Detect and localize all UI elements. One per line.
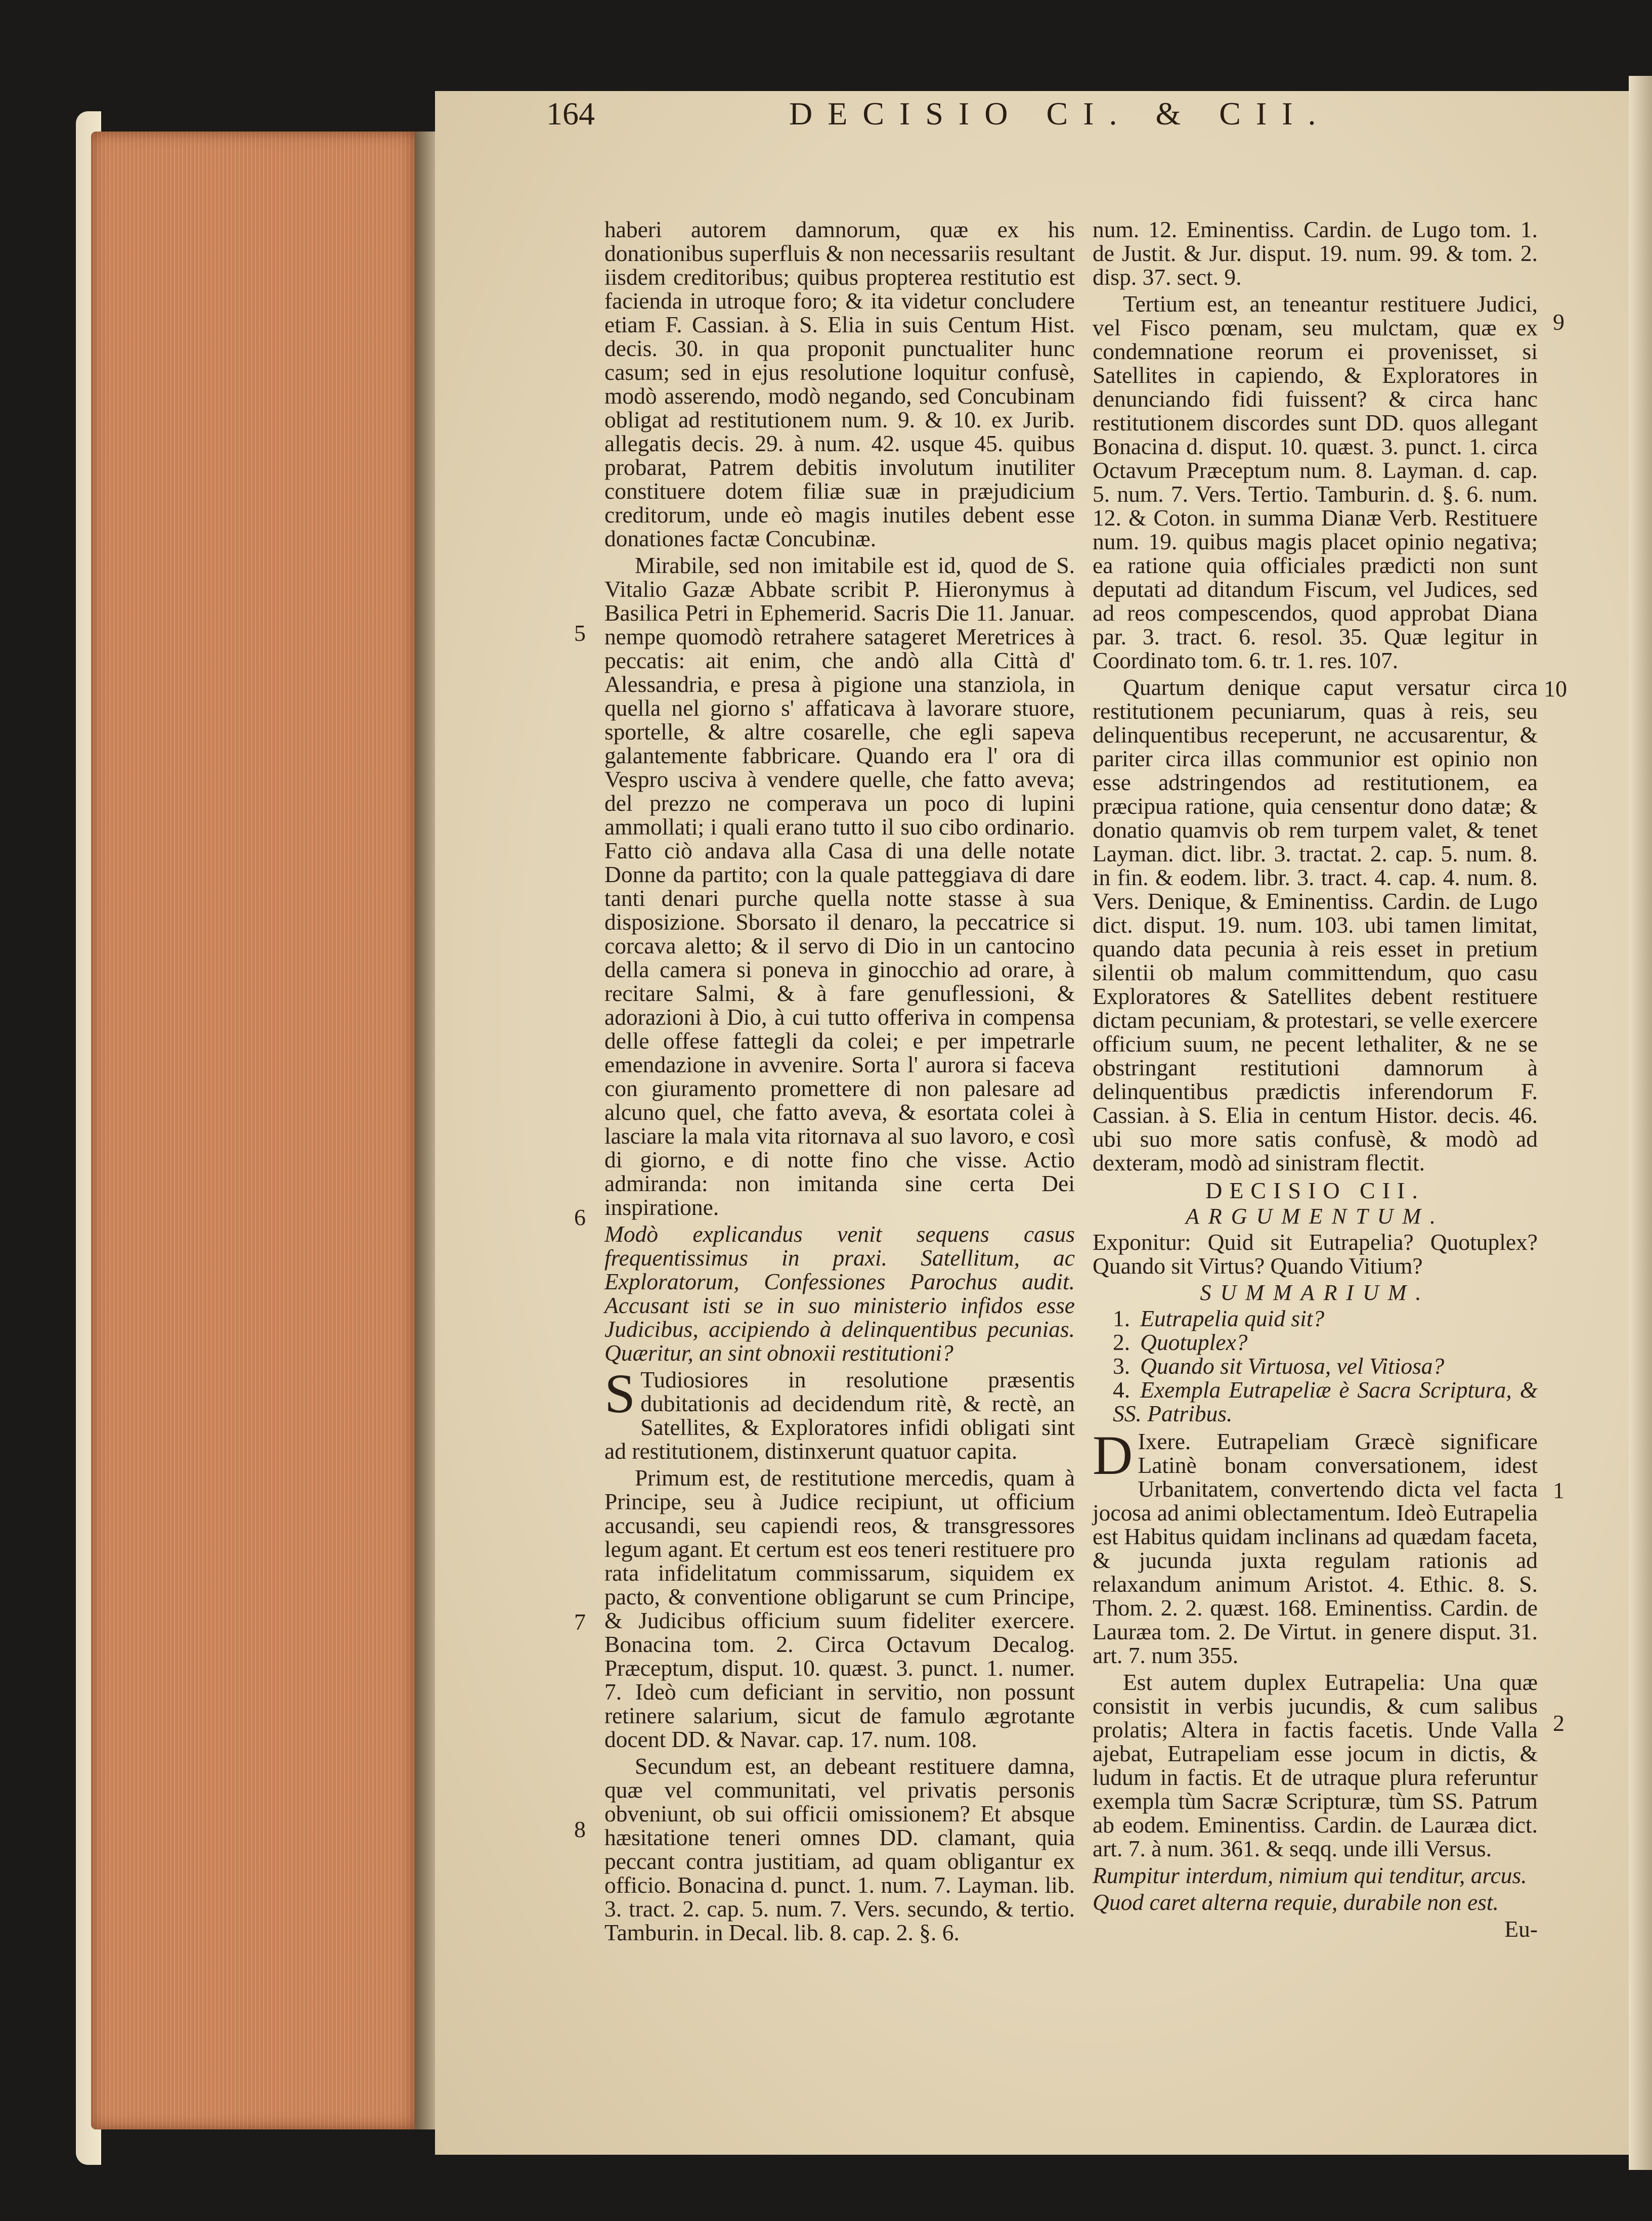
- paragraph: Quartum denique caput versatur circa restitutionem pecuniarum, quas à reis, seu delinquentibus receperunt, ne accusarentur, & pariter circa illas communior est opinio non esse adstringendos ad restitutionem, ea præcipua ratione, quia censentur dono datæ; & donatio quamvis ob rem turpem valet, & tenet Layman. dict. libr. 3. tractat. 2. cap. 5. num. 8. in fin. & eodem. libr. 3. tract. 4. cap. 4. num. 8. Vers. Denique, & Eminentiss. Cardin. de Lugo dict. disput. 19. num. 103. ubi tamen limitat, quando data pecunia à reis esset in pretium silentii ob malum committendum, quo casu Exploratores & Satellites debent restituere dictam pecuniam, & protestari, se velle exercere officium suum, ne pecent lethaliter, & ne se obstringant restitutioni damnorum à delinquentibus prædictis inferendorum F. Cassian. à S. Elia in centum Histor. decis. 46. ubi suo more satis confusè, & modò ad dexteram, modò ad sinistram flectit.: [1093, 674, 1538, 1175]
- margin-number: 6: [574, 1204, 586, 1230]
- margin-number: 8: [574, 1816, 586, 1842]
- paragraph: Tertium est, an teneantur restituere Judici, vel Fisco pœnam, seu mulctam, quæ ex condemnatione reorum ei provenisset, si Satellites in capiendo, & Exploratores in denunciando fidi fuissent? & circa hanc restitutionem discordes sunt DD. quos allegant Bonacina d. disput. 10. quæst. 3. punct. 1. circa Octavum Præceptum num. 8. Layman. d. cap. 5. num. 7. Vers. Tertio. Tamburin. d. §. 6. num. 12. & Coton. in summa Dianæ Verb. Restituere num. 19. quibus magis placet opinio negativa; ea ratione quia officiales prædicti non sunt deputati ad ditandum Fiscum, vel Judices, sed ad reos compescendos, quod approbat Diana par. 3. tract. 6. resol. 35. Quæ legitur in Coordinato tom. 6. tr. 1. res. 107.: [1093, 291, 1538, 673]
- facing-page-edge: [1629, 76, 1652, 2170]
- left-text-column: [604, 217, 1075, 1947]
- page-number: 164: [546, 96, 595, 132]
- margin-number: 7: [574, 1609, 586, 1635]
- book-gutter: [415, 132, 435, 2129]
- list-item: 3. Quando sit Virtuosa, vel Vitiosa?: [1113, 1353, 1445, 1379]
- margin-number: 9: [1553, 309, 1564, 335]
- page-block-edge: [91, 132, 415, 2129]
- margin-number: 2: [1553, 1710, 1564, 1736]
- argumentum-heading: ARGUMENTUM.: [1185, 1204, 1445, 1229]
- right-text-column: [1093, 217, 1538, 1944]
- margin-number: 10: [1544, 676, 1567, 702]
- argumentum-text: Exponitur: Quid sit Eutrapelia? Quotuplex? Quando sit Virtus? Quando Vitium?: [1093, 1229, 1538, 1279]
- page-title: DECISIO CI. & CII.: [789, 96, 1331, 132]
- paragraph: Mirabile, sed non imitabile est id, quod de S. Vitalio Gazæ Abbate scribit P. Hieronymus à Basilica Petri in Ephemerid. Sacris Die 11. Januar. nempe quomodò retrahere satageret Meretrices à peccatis: ait enim, che andò alla Città d' Alessandria, e presa à pigione una stanziola, in quella nel giorno s' affaticava à lavorare stuore, sportelle, & altre cosarelle, che egli sapeva galantemente fabbricare. Quando era l' ora di Vespro usciva à vendere quelle, che fatto aveva; del prezzo ne comperava un poco di lupini ammollati; i quali erano tutto il suo cibo ordinario. Fatto ciò andava alla Casa di una delle notate Donne da partito; con la quale patteggiava di dare tanti denari purche quella notte stasse à sua disposizione. Sborsato il denaro, la peccatrice si corcava aletto; & il servo di Dio in un cantocino della camera si poneva in ginocchio ad orare, à recitare Salmi, & à fare genuflessioni, & adorazioni à Dio, à cui tutto offeriva in compensa delle offese fattegli da colei; e per impetrarle emendazione in avvenire. Sorta l' aurora si faceva con giuramento promettere di non palesare ad alcuno quel, che fatto aveva, & esortata colei à lasciare la mala vita ritornava al suo lavoro, e così di giorno, e di notte fino che visse. Actio admiranda: non imitanda sine certa Dei inspiratione.: [604, 552, 1075, 1220]
- running-header: [546, 95, 1533, 141]
- verse-line: Quod caret alterna requie, durabile non est.: [1093, 1889, 1499, 1915]
- paragraph: Secundum est, an debeant restituere damna, quæ vel communitati, vel privatis personis obveniunt, ob sui officii omissionem? Et absque hæsitatione teneri omnes DD. clamant, quia peccant contra justitiam, ad quam obligantur ex officio. Bonacina d. punct. 1. num. 7. Layman. lib. 3. tract. 2. cap. 5. num. 7. Vers. secundo, & tertio. Tamburin. in Decal. lib. 8. cap. 2. §. 6.: [604, 1753, 1075, 1945]
- catchword: Eu-: [1504, 1916, 1538, 1942]
- paragraph: D Ixere. Eutrapeliam Græcè significare Latinè bonam conversationem, idest Urbanitatem, convertendo dicta vel facta jocosa ad animi oblectamentum. Ideò Eutrapelia est Habitus quidam inclinans ad quædam faceta, & jucunda juxta regulam rationis ad relaxandum animum Aristot. 4. Ethic. 8. S. Thom. 2. 2. quæst. 168. Eminentiss. Cardin. de Lauræa tom. 2. De Virtut. in genere disput. 31. art. 7. num 355.: [1093, 1424, 1538, 1668]
- paragraph: num. 12. Eminentiss. Cardin. de Lugo tom. 1. de Justit. & Jur. disput. 19. num. 99. & tom. 2. disp. 37. sect. 9.: [1093, 216, 1538, 290]
- verse-line: Rumpitur interdum, nimium qui tenditur, arcus.: [1093, 1862, 1527, 1888]
- paragraph: Primum est, de restitutione mercedis, quam à Principe, seu à Judice recipiunt, ut officium accusandi, seu capiendi reos, & transgressores legum agant. Et certum est eos teneri restituere pro rata infidelitatum commissarum, siquidem ex pacto, & conventione obligarunt se cum Principe, & Judicibus officium suum fideliter exercere. Bonacina tom. 2. Circa Octavum Decalog. Præceptum, disput. 10. quæst. 3. punct. 1. numer. 7. Ideò cum deficiant in servitio, non possunt retinere salarium, sicut de famulo ægrotante docent DD. & Navar. cap. 17. num. 108.: [604, 1465, 1075, 1752]
- section-heading: DECISIO CII.: [1205, 1178, 1425, 1203]
- summarium-heading: SUMMARIUM.: [1200, 1280, 1430, 1305]
- margin-number: 1: [1553, 1477, 1564, 1503]
- paragraph: S Tudiosiores in resolutione præsentis dubitationis ad decidendum ritè, & rectè, an Satellites, & Exploratores infidi obligati sint ad restitutionem, distinxerunt quatuor capita.: [604, 1363, 1075, 1464]
- paragraph: Modò explicandus venit sequens casus frequentissimus in praxi. Satellitum, ac Exploratorum, Confessiones Parochus audit. Accusant isti se in suo ministerio infidos esse Judicibus, accipiendo à delinquentibus pecunias. Quæritur, an sint obnoxii restitutioni?: [604, 1221, 1075, 1366]
- paragraph: Est autem duplex Eutrapelia: Una quæ consistit in verbis jucundis, & cum salibus prolatis; Altera in factis facetis. Unde Valla ajebat, Eutrapeliam esse jocum in dictis, & ludum in factis. Et de utraque plura referuntur exempla tùm Sacræ Scripturæ, tùm SS. Patrum ab eodem. Eminentiss. Cardin. de Lauræa dict. art. 7. à num. 361. & seqq. unde illi Versus.: [1093, 1669, 1538, 1861]
- list-item: 4. Exempla Eutrapeliæ è Sacra Scriptura, & SS. Patribus.: [1113, 1377, 1538, 1426]
- margin-number: 5: [574, 620, 586, 646]
- paragraph: haberi autorem damnorum, quæ ex his donationibus superfluis & non necessariis resultant iisdem creditoribus; quibus propterea restitutio est facienda in utroque foro; & ita videtur concludere etiam F. Cassian. à S. Elia in suis Centum Hist. decis. 30. in qua proponit punctualiter hunc casum; sed in ejus resolutione loquitur confusè, modò asserendo, modò negando, sed Concubinam obligat ad restitutionem num. 9. & 10. ex Jurib. allegatis decis. 29. à num. 42. usque 45. quibus probarat, Patrem debitis involutum inutiliter constituere dotem filiæ suæ in præjudicium creditorum, unde eò magis inutiles debent esse donationes factæ Concubinæ.: [604, 216, 1075, 551]
- drop-cap: D: [1093, 1424, 1133, 1486]
- summary-list: [1113, 1307, 1538, 1425]
- list-item: 2. Quotuplex?: [1113, 1329, 1248, 1355]
- list-item: 1. Eutrapelia quid sit?: [1113, 1305, 1325, 1331]
- drop-cap: S: [604, 1363, 636, 1424]
